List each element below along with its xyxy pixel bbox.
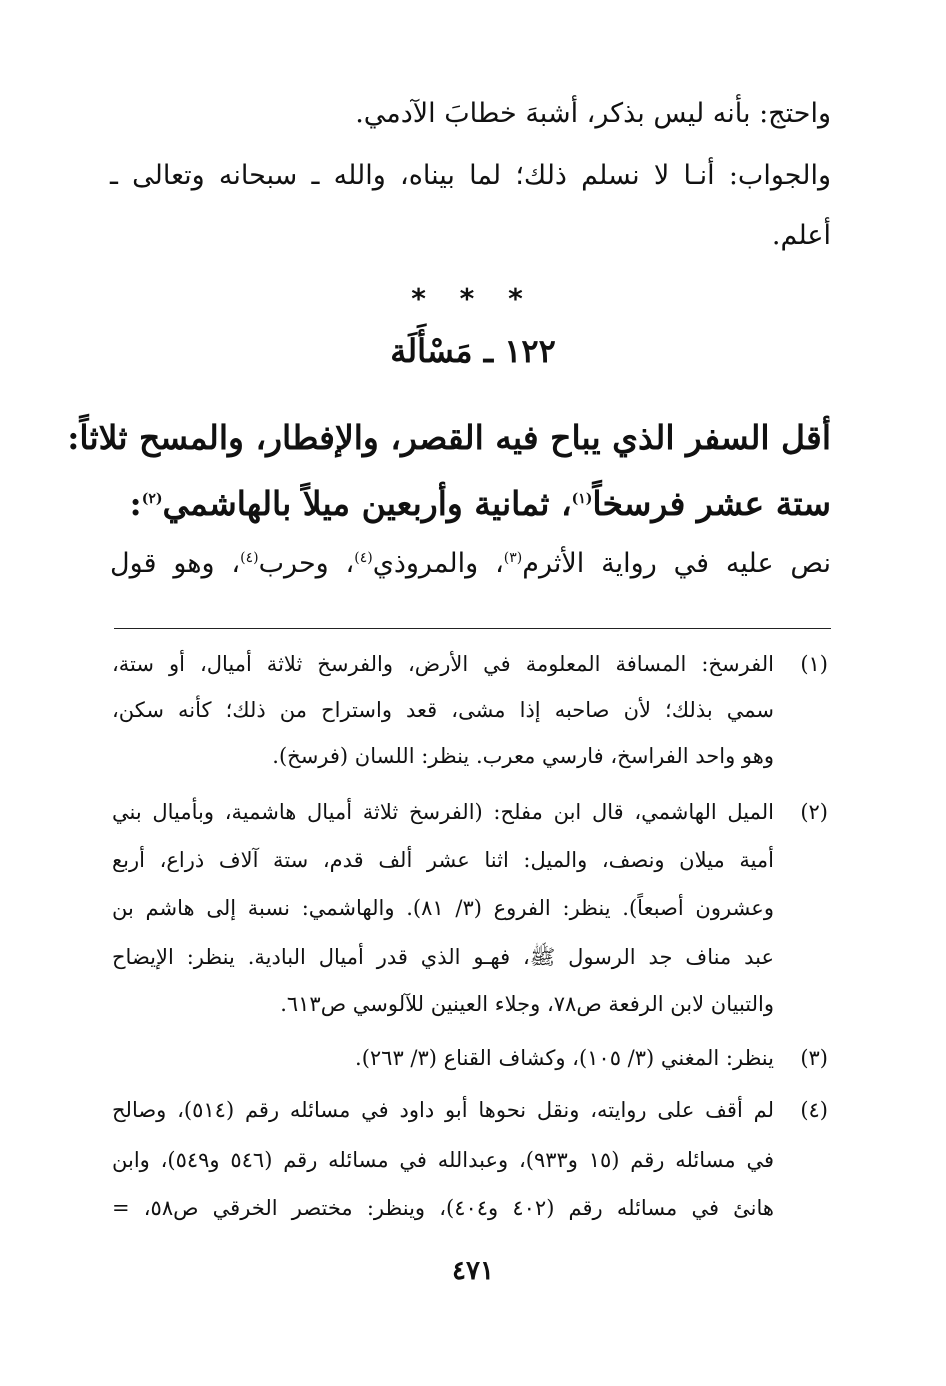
masala-heading: ١٢٢ ـ مَسْأَلَة bbox=[390, 332, 556, 370]
footnote-4-number: (٤) bbox=[800, 1098, 828, 1122]
heading-line-1: أقل السفر الذي يباح فيه القصر، والإفطار، والمسح ثلاثاً: bbox=[67, 418, 831, 457]
footnote-4-line-1: لم أقف على روايته، ونقل نحوها أبو داود في مسائله رقم (٥١٤)، وصالح bbox=[112, 1098, 774, 1122]
text-c: ، وحرب bbox=[258, 548, 355, 579]
footnote-1-line-1: الفرسخ: المسافة المعلومة في الأرض، والفرسخ ثلاثة أميال، أو ستة، bbox=[112, 652, 774, 676]
footnote-ref-2[interactable]: (٢) bbox=[141, 491, 163, 507]
heading-text-a: ستة عشر فرسخاً bbox=[592, 484, 831, 523]
heading-text-b: ، ثمانية وأربعين ميلاً بالهاشمي bbox=[162, 484, 572, 523]
footnote-ref-3[interactable]: (٣) bbox=[503, 550, 523, 566]
footnote-3-line-1: ينظر: المغني (٣/ ١٠٥)، وكشاف القناع (٣/ ٢٦٣). bbox=[355, 1046, 774, 1070]
footnote-4-line-2: في مسائله رقم (١٥ و٩٣٣)، وعبدالله في مسائله رقم (٥٤٦ و٥٤٩)، وابن bbox=[112, 1148, 774, 1172]
footnote-2-number: (٢) bbox=[800, 800, 828, 824]
footnote-1-line-2: سمي بذلك؛ لأن صاحبه إذا مشى، قعد واستراح من ذلك؛ كأنه سكن، bbox=[112, 698, 774, 722]
footnote-1-number: (١) bbox=[800, 652, 828, 676]
text-b: ، والمروذي bbox=[372, 548, 504, 579]
footnote-2-line-3: وعشرون أصبعاً). ينظر: الفروع (٣/ ٨١). والهاشمي: نسبة إلى هاشم بن bbox=[112, 896, 774, 920]
footnote-ref-1[interactable]: (١) bbox=[571, 491, 593, 507]
body-line-3: أعلم. bbox=[771, 220, 831, 251]
footnote-ref-4b[interactable]: (٤) bbox=[240, 550, 259, 566]
footnote-4-line-3: هانئ في مسائله رقم (٤٠٢ و٤٠٤)، وينظر: مختصر الخرقي ص٥٨، = bbox=[112, 1196, 774, 1220]
text-d: ، وهو قول bbox=[110, 548, 241, 579]
footnote-3-number: (٣) bbox=[800, 1046, 828, 1070]
text-a: نص عليه في رواية الأثرم bbox=[522, 548, 832, 579]
heading-line-2 bbox=[110, 484, 831, 523]
body-line-4 bbox=[110, 548, 831, 579]
body-line-2: والجواب: أنـا لا نسلم ذلك؛ لما بيناه، والله ـ سبحانه وتعالى ـ bbox=[110, 160, 831, 191]
footnote-1-line-3: وهو واحد الفراسخ، فارسي معرب. ينظر: اللسان (فرسخ). bbox=[272, 744, 774, 768]
footnote-2-line-5: والتبيان لابن الرفعة ص٧٨، وجلاء العينين للآلوسي ص٦١٣. bbox=[280, 992, 774, 1016]
body-line-1: واحتج: بأنه ليس بذكر، أشبهَ خطابَ الآدمي. bbox=[355, 98, 831, 129]
footnote-ref-4a[interactable]: (٤) bbox=[354, 550, 373, 566]
section-separator: * * * bbox=[411, 282, 535, 315]
footnote-divider bbox=[114, 628, 831, 629]
heading-text-c: : bbox=[129, 484, 142, 523]
footnote-2-line-2: أمية ميلان ونصف، والميل: اثنا عشر ألف قدم، ستة آلاف ذراع، أربع bbox=[112, 848, 774, 872]
page-number: ٤٧١ bbox=[452, 1256, 494, 1286]
footnote-2-line-1: الميل الهاشمي، قال ابن مفلح: (الفرسخ ثلاثة أميال هاشمية، وبأميال بني bbox=[112, 800, 774, 824]
footnote-2-line-4: عبد مناف جد الرسول ﷺ، فهـو الذي قدر أميال البادية. ينظر: الإيضاح bbox=[112, 945, 774, 969]
